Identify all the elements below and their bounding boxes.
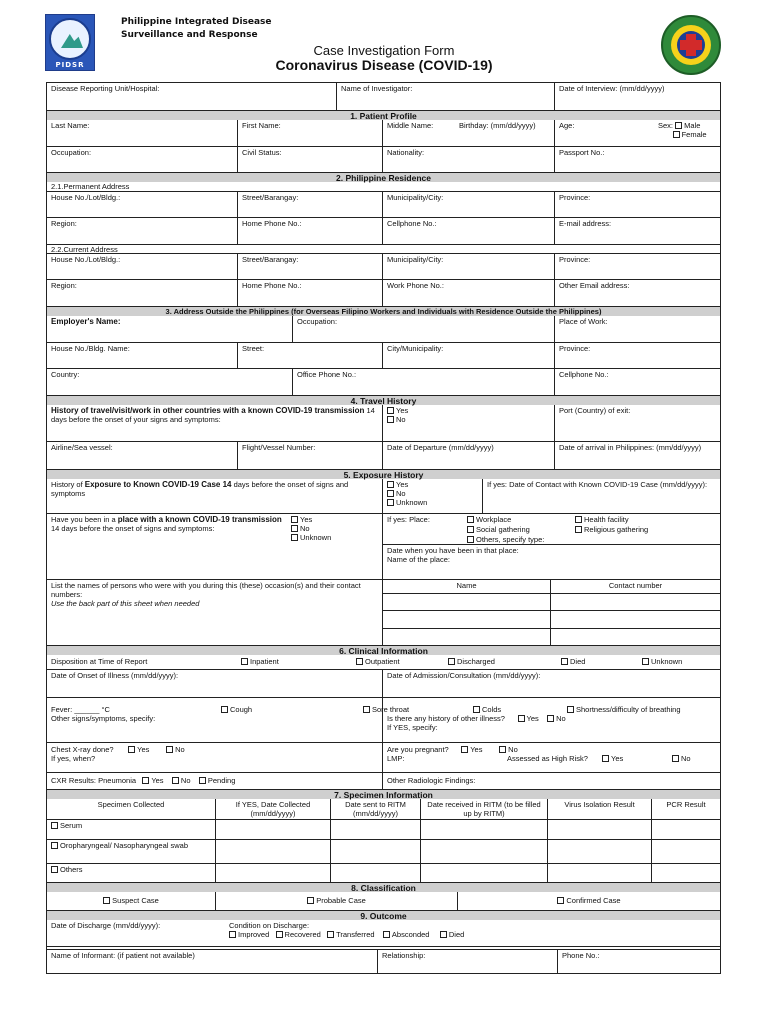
contact-name-header: Name — [456, 581, 477, 590]
outside-house-field[interactable]: House No./Bldg. Name: — [51, 344, 130, 353]
specimen-row-serum — [47, 819, 720, 839]
place-unknown-checkbox[interactable] — [291, 534, 298, 541]
informant-field[interactable]: Name of Informant: (if patient not available) — [51, 951, 195, 960]
social-gathering-checkbox[interactable] — [467, 526, 474, 533]
probable-option: Probable Case — [215, 892, 457, 910]
other-illness-no-checkbox[interactable] — [547, 715, 554, 722]
transferred-checkbox[interactable] — [327, 931, 334, 938]
section-address-outside: 3. Address Outside the Philippines (for Overseas Filipino Workers and Individuals with Residence Outside the Philippines) — [47, 306, 720, 316]
exposure-options: Yes No Unknown — [382, 479, 482, 513]
curr-municipality-field[interactable]: Municipality/City: — [382, 254, 554, 279]
outside-city-field[interactable]: City/Municipality: — [382, 343, 554, 368]
female-checkbox[interactable] — [673, 131, 680, 138]
religious-gathering-checkbox[interactable] — [575, 526, 582, 533]
organization-name — [121, 16, 272, 42]
specimen-col-3: Date sent to RITM (mm/dd/yyyy) — [330, 799, 420, 819]
form-title: Case Investigation Form — [313, 43, 455, 58]
symptoms-row — [47, 697, 720, 742]
flight-row — [47, 441, 720, 469]
departure-date-field[interactable]: Date of Departure (mm/dd/yyyy) — [382, 442, 554, 469]
current-address-row — [47, 253, 720, 279]
travel-history-question: History of travel/visit/work in other countries with a known COVID-19 transmission 14 days before the onset of your signs and symptoms: — [51, 406, 375, 424]
office-phone-field[interactable]: Office Phone No.: — [292, 369, 554, 395]
outcome-died-checkbox[interactable] — [440, 931, 447, 938]
work-phone-field[interactable]: Work Phone No.: — [382, 280, 554, 306]
specimen-col-4: Date received in RITM (to be filled up by RITM) — [420, 799, 547, 819]
place-no-checkbox[interactable] — [291, 525, 298, 532]
serum-option: Serum — [47, 820, 215, 839]
org-line-1: Philippine Integrated Disease — [121, 17, 272, 27]
outside-address-row — [47, 342, 720, 368]
place-details — [382, 514, 720, 579]
pregnancy-field: Are you pregnant? Yes No LMP: Assessed as High Risk? Yes No — [382, 743, 720, 772]
outcome-row — [47, 920, 720, 946]
specimen-row-oro — [47, 839, 720, 863]
other-illness-yes-checkbox[interactable] — [518, 715, 525, 722]
exposure-yes-checkbox[interactable] — [387, 481, 394, 488]
high-risk-yes-checkbox[interactable] — [602, 755, 609, 762]
serum-date-collected[interactable] — [215, 820, 330, 839]
perm-address-row — [47, 191, 720, 217]
workplace-checkbox[interactable] — [467, 516, 474, 523]
curr-province-field[interactable]: Province: — [554, 254, 720, 279]
form-table — [46, 82, 721, 974]
exposure-row — [47, 479, 720, 513]
contact-number-header: Contact number — [550, 580, 720, 593]
logo-text: PIDSR — [55, 61, 85, 69]
specimen-col-1: Specimen Collected — [97, 800, 165, 809]
others-specimen-checkbox[interactable] — [51, 866, 58, 873]
contact-row-1[interactable] — [383, 593, 720, 610]
curr-house-field[interactable]: House No./Lot/Bldg.: — [51, 255, 121, 264]
section-exposure-history: 5. Exposure History — [47, 469, 720, 479]
patient-name-row — [47, 120, 720, 146]
others-pcr-result[interactable] — [651, 864, 720, 882]
home-phone-field[interactable]: Home Phone No.: — [237, 218, 382, 244]
contact-row-2[interactable] — [383, 610, 720, 627]
port-of-exit-field[interactable]: Port (Country) of exit: — [554, 405, 720, 441]
others-option: Others — [47, 864, 215, 882]
nationality-field[interactable]: Nationality: — [382, 147, 554, 172]
curr-street-field[interactable]: Street/Barangay: — [237, 254, 382, 279]
section-clinical-information: 6. Clinical Information — [47, 645, 720, 655]
exposure-question: History of Exposure to Known COVID-19 Case 14 days before the onset of signs and symptoms — [51, 480, 349, 498]
place-date-name-field[interactable]: Date when you have been in that place: Name of the place: — [383, 544, 720, 579]
health-facility-checkbox[interactable] — [575, 516, 582, 523]
curr-home-phone-field[interactable]: Home Phone No.: — [237, 280, 382, 306]
travel-yes-no: Yes No — [382, 405, 554, 441]
inpatient-checkbox[interactable] — [241, 658, 248, 665]
section-philippine-residence: 2. Philippine Residence — [47, 172, 720, 182]
occupation-row — [47, 146, 720, 172]
flight-number-field[interactable]: Flight/Vessel Number: — [237, 442, 382, 469]
section-travel-history: 4. Travel History — [47, 395, 720, 405]
cxr-row — [47, 772, 720, 789]
first-name-field[interactable]: First Name: — [237, 120, 382, 146]
employer-field[interactable]: Employer's Name: — [51, 317, 121, 326]
reporting-unit-field[interactable]: Disease Reporting Unit/Hospital: — [51, 84, 160, 93]
admission-date-field[interactable]: Date of Admission/Consultation (mm/dd/yyyy): — [382, 670, 720, 697]
oro-date-received[interactable] — [420, 840, 547, 863]
pregnant-yes-checkbox[interactable] — [461, 746, 468, 753]
confirmed-option: Confirmed Case — [457, 892, 720, 910]
civil-status-field[interactable]: Civil Status: — [237, 147, 382, 172]
country-field[interactable]: Country: — [51, 370, 80, 379]
passport-field[interactable]: Passport No.: — [554, 147, 720, 172]
xray-yes-checkbox[interactable] — [128, 746, 135, 753]
last-name-field[interactable]: Last Name: — [51, 121, 90, 130]
travel-history-row — [47, 405, 720, 441]
outside-contact-row — [47, 368, 720, 395]
serum-virus-result[interactable] — [547, 820, 651, 839]
discharged-checkbox[interactable] — [448, 658, 455, 665]
perm-street-field[interactable]: Street/Barangay: — [237, 192, 382, 217]
recovered-checkbox[interactable] — [276, 931, 283, 938]
contacts-row — [47, 579, 720, 645]
confirmed-checkbox[interactable] — [557, 897, 564, 904]
perm-house-field[interactable]: House No./Lot/Bldg.: — [51, 193, 121, 202]
serum-checkbox[interactable] — [51, 822, 58, 829]
phone-field[interactable]: Phone No.: — [557, 950, 720, 973]
probable-checkbox[interactable] — [307, 897, 314, 904]
pregnant-no-checkbox[interactable] — [499, 746, 506, 753]
place-of-work-field[interactable]: Place of Work: — [554, 316, 720, 342]
perm-contact-row — [47, 217, 720, 244]
chest-xray-field: Chest X-ray done? Yes No If yes, when? — [51, 745, 185, 763]
investigator-field[interactable]: Name of Investigator: — [336, 83, 554, 110]
others-date-sent[interactable] — [330, 864, 420, 882]
outside-province-field[interactable]: Province: — [554, 343, 720, 368]
permanent-address-label: 2.1.Permanent Address — [51, 182, 130, 191]
reporting-row — [47, 83, 720, 110]
pneumonia-pending-checkbox[interactable] — [199, 777, 206, 784]
onset-row — [47, 669, 720, 697]
cough-checkbox[interactable] — [221, 706, 228, 713]
place-type-options: If yes: Place: Workplace Social gathering Others, specify type: Health facility Religious gathering — [387, 515, 649, 544]
current-address-label: 2.2.Current Address — [47, 244, 720, 253]
informant-row — [47, 946, 720, 973]
arrival-date-field[interactable]: Date of arrival in Philippines: (mm/dd/yyyy) — [554, 442, 720, 469]
contacts-instruction: List the names of persons who were with you during this (these) occasion(s) and their contact numbers: Use the back part of this sheet when needed — [51, 581, 361, 608]
other-signs-field[interactable]: Other signs/symptoms, specify: — [51, 714, 156, 723]
xray-no-checkbox[interactable] — [166, 746, 173, 753]
oro-pcr-result[interactable] — [651, 840, 720, 863]
high-risk-no-checkbox[interactable] — [672, 755, 679, 762]
middle-name-field[interactable]: Middle Name: — [382, 120, 455, 146]
perm-region-field[interactable]: Region: — [51, 219, 77, 228]
pneumonia-no-checkbox[interactable] — [172, 777, 179, 784]
onset-date-field[interactable]: Date of Onset of Illness (mm/dd/yyyy): — [51, 671, 179, 680]
contact-row-3[interactable] — [383, 628, 720, 645]
fever-field[interactable]: Fever: ______ °C — [51, 705, 110, 714]
serum-date-sent[interactable] — [330, 820, 420, 839]
xray-row — [47, 742, 720, 772]
others-virus-result[interactable] — [547, 864, 651, 882]
serum-pcr-result[interactable] — [651, 820, 720, 839]
outside-cellphone-field[interactable]: Cellphone No.: — [554, 369, 720, 395]
colds-checkbox[interactable] — [473, 706, 480, 713]
absconded-checkbox[interactable] — [383, 931, 390, 938]
others-type-checkbox[interactable] — [467, 536, 474, 543]
others-date-collected[interactable] — [215, 864, 330, 882]
classification-row — [47, 892, 720, 910]
died-checkbox[interactable] — [561, 658, 568, 665]
disposition-row — [47, 655, 720, 669]
exposure-unknown-checkbox[interactable] — [387, 499, 394, 506]
place-exposure-row — [47, 513, 720, 579]
specimen-header-row — [47, 799, 720, 819]
improved-checkbox[interactable] — [229, 931, 236, 938]
exposure-no-checkbox[interactable] — [387, 490, 394, 497]
contact-date-field[interactable]: If yes: Date of Contact with Known COVID-19 Case (mm/dd/yyyy): — [482, 479, 720, 513]
others-date-received[interactable] — [420, 864, 547, 882]
specimen-col-2: If YES, Date Collected (mm/dd/yyyy) — [215, 799, 330, 819]
sore-throat-checkbox[interactable] — [363, 706, 370, 713]
travel-yes-checkbox[interactable] — [387, 407, 394, 414]
oro-date-collected[interactable] — [215, 840, 330, 863]
outside-street-field[interactable]: Street: — [237, 343, 382, 368]
specimen-row-others — [47, 863, 720, 882]
contacts-table — [382, 580, 720, 645]
suspect-option: Suspect Case — [47, 892, 215, 910]
birthday-field[interactable]: Birthday: (mm/dd/yyyy) — [459, 121, 536, 130]
occupation-field[interactable]: Occupation: — [51, 148, 92, 157]
section-patient-profile: 1. Patient Profile — [47, 110, 720, 120]
suspect-checkbox[interactable] — [103, 897, 110, 904]
male-checkbox[interactable] — [675, 122, 682, 129]
discharge-condition: Condition on Discharge: Improved Recovered Transferred Absconded Died — [229, 921, 465, 939]
interview-date-field[interactable]: Date of Interview: (mm/dd/yyyy) — [554, 83, 720, 110]
perm-municipality-field[interactable]: Municipality/City: — [382, 192, 554, 217]
email-field[interactable]: E-mail address: — [554, 218, 720, 244]
age-field[interactable]: Age: — [554, 120, 654, 146]
place-question: Have you been in a place with a known COVID-19 transmission 14 days before the onset of signs and symptoms: Yes No Unknown — [51, 515, 332, 542]
airline-field[interactable]: Airline/Sea vessel: — [51, 443, 113, 452]
curr-region-field[interactable]: Region: — [51, 281, 77, 290]
section-outcome: 9. Outcome — [47, 910, 720, 920]
symptoms-left: Fever: ______ °C Cough Other signs/symptoms, specify: — [47, 698, 382, 742]
serum-date-received[interactable] — [420, 820, 547, 839]
contacts-header — [383, 580, 720, 593]
relationship-field[interactable]: Relationship: — [377, 950, 557, 973]
other-illness-specify-field[interactable]: If YES, specify: — [387, 723, 438, 732]
oro-checkbox[interactable] — [51, 842, 58, 849]
current-contact-row — [47, 279, 720, 306]
place-yes-checkbox[interactable] — [291, 516, 298, 523]
pneumonia-yes-checkbox[interactable] — [142, 777, 149, 784]
discharge-date-field[interactable]: Date of Discharge (mm/dd/yyyy): — [51, 921, 161, 930]
outside-occupation-field[interactable]: Occupation: — [292, 316, 554, 342]
section-classification: 8. Classification — [47, 882, 720, 892]
oro-virus-result[interactable] — [547, 840, 651, 863]
xray-when-field[interactable]: If yes, when? — [51, 754, 96, 763]
employer-row — [47, 316, 720, 342]
specimen-col-6: PCR Result — [651, 799, 720, 819]
other-radiologic-field[interactable]: Other Radiologic Findings: — [382, 773, 720, 789]
form-subtitle: Coronavirus Disease (COVID-19) — [275, 57, 493, 73]
lmp-field[interactable]: LMP: — [387, 754, 405, 763]
sex-field: Sex: Male Female — [658, 121, 707, 139]
outpatient-checkbox[interactable] — [356, 658, 363, 665]
oro-date-sent[interactable] — [330, 840, 420, 863]
symptoms-right: Sore throat Colds Shortness/difficulty of breathing Is there any history of other illness? Yes No If YES, specify: — [382, 698, 720, 742]
perm-province-field[interactable]: Province: — [554, 192, 720, 217]
travel-no-checkbox[interactable] — [387, 416, 394, 423]
cellphone-field[interactable]: Cellphone No.: — [382, 218, 554, 244]
cxr-results-field: CXR Results: Pneumonia Yes No Pending — [51, 776, 236, 785]
section-specimen-information: 7. Specimen Information — [47, 789, 720, 799]
oro-option: Oropharyngeal/ Nasopharyngeal swab — [47, 840, 215, 863]
other-email-field[interactable]: Other Email address: — [554, 280, 720, 306]
disposition-options: Disposition at Time of Report Inpatient Outpatient Discharged Died Unknown — [51, 657, 683, 666]
specimen-col-5: Virus Isolation Result — [547, 799, 651, 819]
sob-checkbox[interactable] — [567, 706, 574, 713]
org-line-2: Surveillance and Response — [121, 30, 258, 40]
unknown-disposition-checkbox[interactable] — [642, 658, 649, 665]
